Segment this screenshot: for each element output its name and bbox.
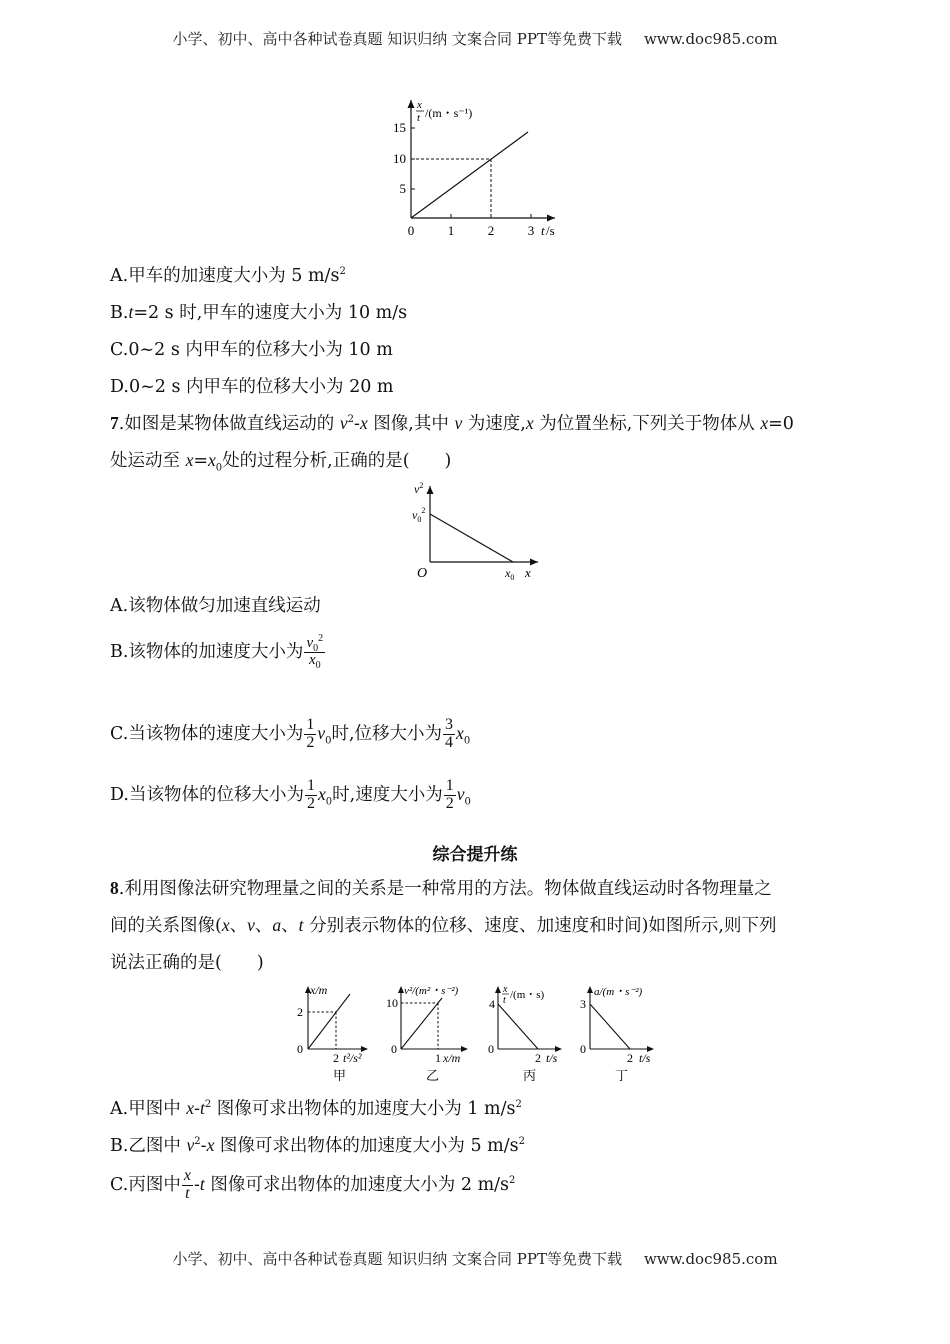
y-axis-arrow [408, 100, 415, 108]
data-line [430, 514, 513, 562]
yi-origin: 0 [391, 1042, 397, 1056]
q8-l2-t: t [298, 915, 304, 935]
q7-b-den-sub: 0 [315, 659, 321, 671]
q7-c-f2n: 3 [445, 716, 454, 733]
q8-l2-s2: 、 [254, 916, 273, 936]
x-unit: /s [546, 223, 555, 238]
q7-d-f1n: 1 [306, 777, 315, 794]
q7-option-b [110, 633, 326, 671]
jia-x-arrow [361, 1046, 368, 1052]
q6-option-d: D.0~2 s 内甲车的位移大小为 20 m [110, 377, 394, 397]
data-line [411, 132, 528, 218]
q7-l1-d: 为速度, [462, 414, 526, 434]
q8-b-dash: - [200, 1136, 207, 1156]
jia-x-label: t²/s² [343, 1051, 362, 1065]
x-tick-label-2: 2 [487, 223, 495, 238]
q7-l1-v: v [339, 413, 348, 433]
q7-d-frac1 [305, 778, 317, 813]
q8-a-t: t [199, 1098, 205, 1118]
ding-y-label: a/(m・s⁻²) [594, 986, 643, 998]
q8-graph-row [288, 982, 668, 1087]
q7-l1-f: =0 [768, 414, 794, 434]
q7-l2-c: 处的过程分析,正确的是( ) [222, 451, 452, 471]
q8-a-post: 图像可求出物体的加速度大小为 1 m/s [211, 1099, 516, 1119]
q8-stem-line1 [110, 875, 772, 900]
q6-b-post: =2 s 时,甲车的速度大小为 10 m/s [133, 303, 408, 323]
bing-origin: 0 [488, 1042, 494, 1056]
q7-option-c [110, 717, 470, 752]
q8-option-c [110, 1168, 515, 1203]
q7-option-d [110, 778, 471, 813]
q8-c-fraction [182, 1168, 193, 1203]
q8-c-fn: x [183, 1167, 191, 1184]
bing-y-label: /(m・s) [510, 989, 545, 1001]
q7-number: 7 [110, 413, 119, 433]
jia-name: 甲 [333, 1068, 347, 1083]
q7-c-f2d: 4 [445, 733, 454, 751]
bing-y-den: t [503, 995, 506, 1006]
q7-d-vsub: 0 [464, 796, 471, 808]
q8-a-sup2: 2 [515, 1099, 522, 1111]
ding-y-arrow [587, 986, 593, 993]
yi-x-tick: 1 [435, 1051, 441, 1065]
y-label-num: x [417, 99, 422, 111]
origin-label: O [417, 566, 428, 581]
ding-x-tick: 2 [627, 1051, 633, 1065]
q8-c-pre: C.丙图中 [110, 1174, 181, 1195]
ding-name: 丁 [615, 1068, 629, 1083]
q6-b-pre: B. [110, 303, 129, 323]
page-footer [0, 1248, 950, 1269]
yi-name: 乙 [426, 1068, 440, 1083]
y-tick-label-15: 15 [393, 120, 406, 135]
header-text: 小学、初中、高中各种试卷真题 知识归纳 文案合同 PPT等免费下载 [172, 30, 622, 48]
q6-option-b [110, 299, 407, 324]
q8-l2-v: v [247, 915, 255, 935]
header-site: www.doc985.com [643, 30, 778, 48]
q8-a-pre: A.甲图中 [110, 1099, 187, 1119]
q8-b-x: x [206, 1135, 215, 1155]
q7-v2-x-graph [405, 478, 545, 588]
bing-y-num: x [503, 984, 508, 995]
y-tick-label-5: 5 [399, 181, 406, 196]
q7-c-f1n: 1 [306, 716, 315, 733]
q7-c-mid: 时,位移大小为 [331, 723, 443, 744]
q7-c-v: v [317, 722, 326, 743]
x-label: x [525, 565, 531, 580]
bing-x-tick: 2 [535, 1051, 541, 1065]
graph-jia [297, 983, 368, 1083]
yi-y-label: v²/(m²・s⁻²) [404, 985, 459, 997]
q7-d-x: x [317, 783, 326, 804]
ding-origin: 0 [580, 1042, 586, 1056]
q8-option-b [110, 1132, 525, 1157]
q7-stem-line1 [110, 410, 794, 435]
q7-c-pre: C.当该物体的速度大小为 [110, 723, 304, 744]
q7-l2-b: = [193, 451, 209, 471]
q7-l1-b: - [354, 414, 360, 434]
q7-c-frac1 [304, 717, 316, 752]
q8-a-x: x [186, 1098, 195, 1118]
q7-b-pre: B.该物体的加速度大小为 [110, 641, 304, 662]
q7-d-f2d: 2 [445, 794, 454, 812]
q7-b-fraction [304, 633, 325, 671]
q6-b-var: t [128, 302, 134, 322]
q7-b-num-sub: 0 [313, 643, 319, 654]
q8-b-pre: B.乙图中 [110, 1136, 187, 1156]
q7-d-pre: D.当该物体的位移大小为 [110, 784, 304, 805]
y-tick-label-10: 10 [393, 151, 406, 166]
y-mark-v0sq: $v_0^2$ [412, 506, 426, 524]
q6-option-c: C.0~2 s 内甲车的位移大小为 10 m [110, 340, 393, 360]
q8-c-post: 图像可求出物体的加速度大小为 2 m/s [204, 1174, 510, 1195]
q8-c-fd: t [185, 1184, 190, 1202]
q7-l2-x: x [185, 450, 194, 470]
y-label-den: t [417, 112, 421, 124]
graph-ding [580, 986, 654, 1083]
bing-line [498, 1004, 538, 1049]
q7-c-x: x [456, 722, 464, 743]
jia-y-tick: 2 [297, 1005, 303, 1019]
q7-stem-line2 [110, 447, 451, 472]
bing-name: 丙 [523, 1068, 537, 1083]
q8-l2-s3: 、 [281, 916, 299, 936]
q7-d-v: v [456, 783, 465, 804]
q7-d-frac2 [444, 778, 456, 813]
q7-d-mid: 时,速度大小为 [332, 784, 443, 805]
y-unit: /(m・s⁻¹) [425, 106, 473, 120]
q8-option-a [110, 1095, 522, 1120]
q8-l2-b: 分别表示物体的位移、速度、加速度和时间)如图所示,则下列 [303, 916, 777, 936]
x-label: t [541, 223, 545, 238]
q7-b-num-v: v [306, 635, 314, 651]
q6-option-a [110, 262, 346, 287]
q7-l1-sup: 2 [347, 414, 355, 426]
q7-l1-x2: x [525, 413, 534, 433]
q7-c-f1d: 2 [306, 733, 315, 751]
jia-y-label: x/m [310, 983, 328, 997]
q8-b-v: v [186, 1135, 195, 1155]
ding-x-label: t/s [639, 1051, 651, 1065]
q6-xt-t-graph [395, 95, 565, 245]
q8-l2-s1: 、 [229, 916, 248, 936]
q8-stem-line3: 说法正确的是( ) [110, 953, 264, 973]
q7-l1-a: .如图是某物体做直线运动的 [118, 414, 340, 434]
q7-c-frac2 [443, 717, 455, 752]
q7-l1-x3: x [760, 413, 769, 433]
x-tick-label-1: 1 [447, 223, 455, 238]
footer-text: 小学、初中、高中各种试卷真题 知识归纳 文案合同 PPT等免费下载 [172, 1250, 622, 1268]
q6-a-text: A.甲车的加速度大小为 5 m/s [110, 266, 340, 286]
jia-origin: 0 [297, 1042, 303, 1056]
q8-a-sup: 2 [204, 1099, 212, 1111]
q8-number: 8 [110, 878, 119, 898]
q7-l1-e: 为位置坐标,下列关于物体从 [533, 414, 761, 434]
q7-l1-v2: v [454, 413, 463, 433]
yi-y-tick: 10 [386, 996, 398, 1010]
x-axis-arrow [530, 559, 538, 566]
q7-c-xsub: 0 [463, 735, 471, 747]
yi-x-label: x/m [443, 1051, 461, 1065]
q8-a-dash: - [194, 1099, 200, 1119]
y-axis-arrow [427, 486, 434, 494]
q8-c-dash: - [193, 1174, 200, 1195]
q6-a-sup: 2 [339, 266, 346, 278]
q8-b-post: 图像可求出物体的加速度大小为 5 m/s [214, 1136, 519, 1156]
q7-d-xsub: 0 [325, 796, 333, 808]
bing-y-arrow [495, 986, 501, 993]
q7-l2-a: 处运动至 [110, 451, 186, 471]
jia-x-tick: 2 [333, 1051, 339, 1065]
q7-l2-sub: 0 [215, 462, 223, 474]
x-tick-label-3: 3 [527, 223, 535, 238]
q8-stem-line2 [110, 912, 776, 937]
q7-c-vsub: 0 [325, 735, 332, 747]
q7-b-num-sup: 2 [318, 633, 324, 644]
yi-x-arrow [461, 1046, 468, 1052]
q8-c-t: t [199, 1173, 205, 1194]
graph-bing [488, 984, 562, 1083]
yi-line [401, 998, 442, 1049]
q8-l1: .利用图像法研究物理量之间的关系是一种常用的方法。物体做直线运动时各物理量之 [118, 879, 772, 899]
q7-l1-c: 图像,其中 [367, 414, 455, 434]
y-label: $v^2$ [414, 481, 424, 496]
q7-option-a: A.该物体做匀加速直线运动 [110, 596, 321, 616]
q8-b-sup: 2 [194, 1136, 201, 1148]
footer-site: www.doc985.com [643, 1250, 778, 1268]
graph-yi [386, 985, 468, 1083]
section-title: 综合提升练 [432, 845, 518, 865]
x-mark-x0: $x_0$ [505, 566, 515, 582]
x-axis-arrow [547, 215, 555, 222]
jia-line [308, 994, 350, 1049]
q8-l2-a2: a [272, 915, 282, 935]
q8-l2-a: 间的关系图像( [110, 916, 222, 936]
bing-x-label: t/s [546, 1051, 558, 1065]
q8-b-sup2: 2 [518, 1136, 526, 1148]
q8-l2-x: x [221, 915, 230, 935]
q7-l2-x0: x [208, 450, 216, 470]
q7-l1-x: x [359, 413, 368, 433]
q7-d-f2n: 1 [445, 777, 454, 794]
q7-b-den-x: x [308, 651, 316, 668]
q7-d-f1d: 2 [306, 794, 315, 812]
ding-line [590, 1004, 630, 1049]
x-tick-label-0: 0 [407, 223, 415, 238]
ding-y-tick: 3 [580, 997, 586, 1011]
bing-y-tick: 4 [489, 997, 495, 1011]
q8-c-sup2: 2 [509, 1174, 516, 1186]
page-header [0, 28, 950, 49]
